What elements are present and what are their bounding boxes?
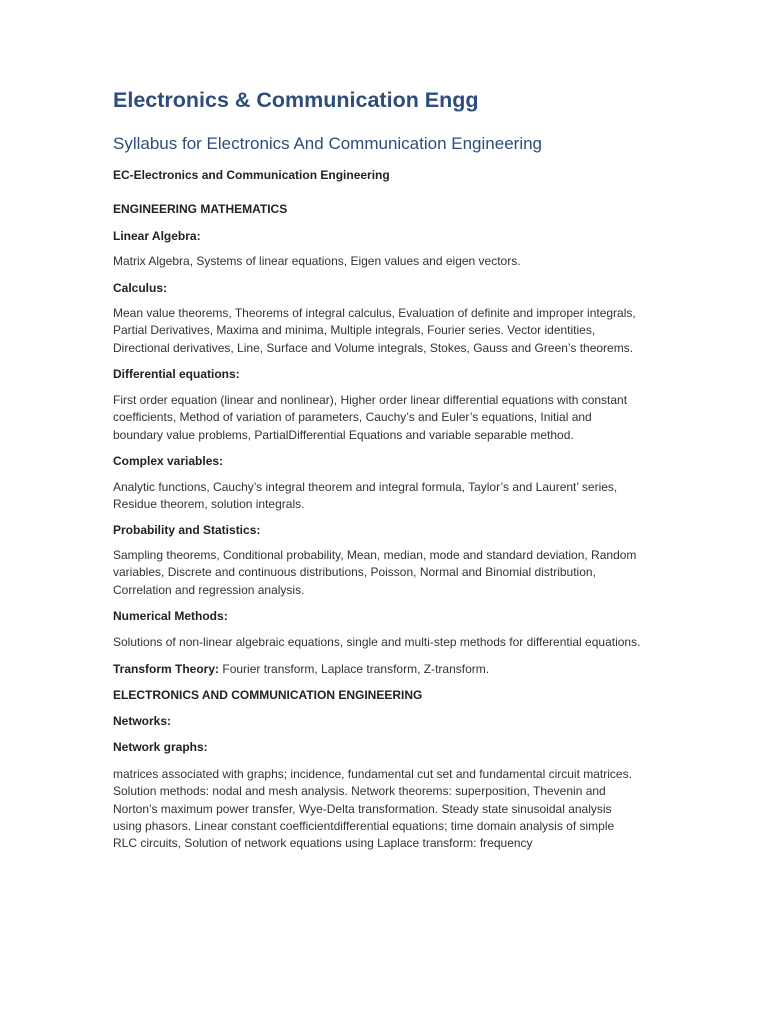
text-line: Solutions of non-linear algebraic equations, single and multi-step methods for differential equations. xyxy=(113,635,641,649)
ece-heading: ELECTRONICS AND COMMUNICATION ENGINEERING xyxy=(113,688,423,702)
network-graphs-text xyxy=(113,766,673,852)
text-line: coefficients, Method of variation of parameters, Cauchy’s and Euler’s equations, Initial and xyxy=(113,410,592,425)
text-line: boundary value problems, PartialDifferential Equations and variable separable method. xyxy=(113,427,574,442)
calculus-text xyxy=(113,305,673,357)
numerical-methods-text xyxy=(113,634,673,651)
network-graphs-heading: Network graphs: xyxy=(113,740,208,754)
linear-algebra-text xyxy=(113,253,673,270)
document-title: Electronics & Communication Engg xyxy=(113,88,479,112)
text-line: Partial Derivatives, Maxima and minima, Multiple integrals, Fourier series. Vector identities, xyxy=(113,323,596,338)
complex-variables-text xyxy=(113,479,673,514)
differential-equations-text xyxy=(113,392,673,444)
text-line: Norton’s maximum power transfer, Wye-Delta transformation. Steady state sinusoidal analysis xyxy=(113,801,612,816)
text-line: variables, Discrete and continuous distributions, Poisson, Normal and Binomial distribution, xyxy=(113,565,596,580)
text-line: Sampling theorems, Conditional probability, Mean, median, mode and standard deviation, Random xyxy=(113,548,637,562)
text-line: Matrix Algebra, Systems of linear equations, Eigen values and eigen vectors. xyxy=(113,254,521,268)
transform-theory-line xyxy=(113,661,673,678)
transform-theory-heading: Transform Theory: xyxy=(113,662,220,676)
calculus-heading: Calculus: xyxy=(113,281,168,295)
differential-equations-heading: Differential equations: xyxy=(113,367,240,381)
math-heading: ENGINEERING MATHEMATICS xyxy=(113,202,288,216)
text-line: using phasors. Linear constant coefficientdifferential equations; time domain analysis of simple xyxy=(113,818,615,833)
text-line: matrices associated with graphs; incidence, fundamental cut set and fundamental circuit matrices. xyxy=(113,767,632,781)
text-line: First order equation (linear and nonlinear), Higher order linear differential equations with constant xyxy=(113,393,628,407)
text-line: RLC circuits, Solution of network equations using Laplace transform: frequency xyxy=(113,836,533,851)
text-line: Mean value theorems, Theorems of integral calculus, Evaluation of definite and improper integrals, xyxy=(113,306,636,320)
networks-heading: Networks: xyxy=(113,714,172,728)
text-line: Directional derivatives, Line, Surface and Volume integrals, Stokes, Gauss and Green’s theorems. xyxy=(113,340,634,355)
code-heading: EC-Electronics and Communication Engineering xyxy=(113,168,390,182)
probability-text xyxy=(113,547,673,599)
text-line: Solution methods: nodal and mesh analysis. Network theorems: superposition, Thevenin and xyxy=(113,784,606,799)
text-line: Analytic functions, Cauchy’s integral theorem and integral formula, Taylor’s and Laurent’ series, xyxy=(113,480,618,494)
text-line: Residue theorem, solution integrals. xyxy=(113,497,305,512)
numerical-methods-heading: Numerical Methods: xyxy=(113,609,228,623)
document-subtitle: Syllabus for Electronics And Communication Engineering xyxy=(113,134,543,153)
text-line: Correlation and regression analysis. xyxy=(113,582,305,597)
transform-theory-text: Fourier transform, Laplace transform, Z-transform. xyxy=(219,662,490,676)
complex-variables-heading: Complex variables: xyxy=(113,454,224,468)
probability-heading: Probability and Statistics: xyxy=(113,523,261,537)
linear-algebra-heading: Linear Algebra: xyxy=(113,229,201,243)
